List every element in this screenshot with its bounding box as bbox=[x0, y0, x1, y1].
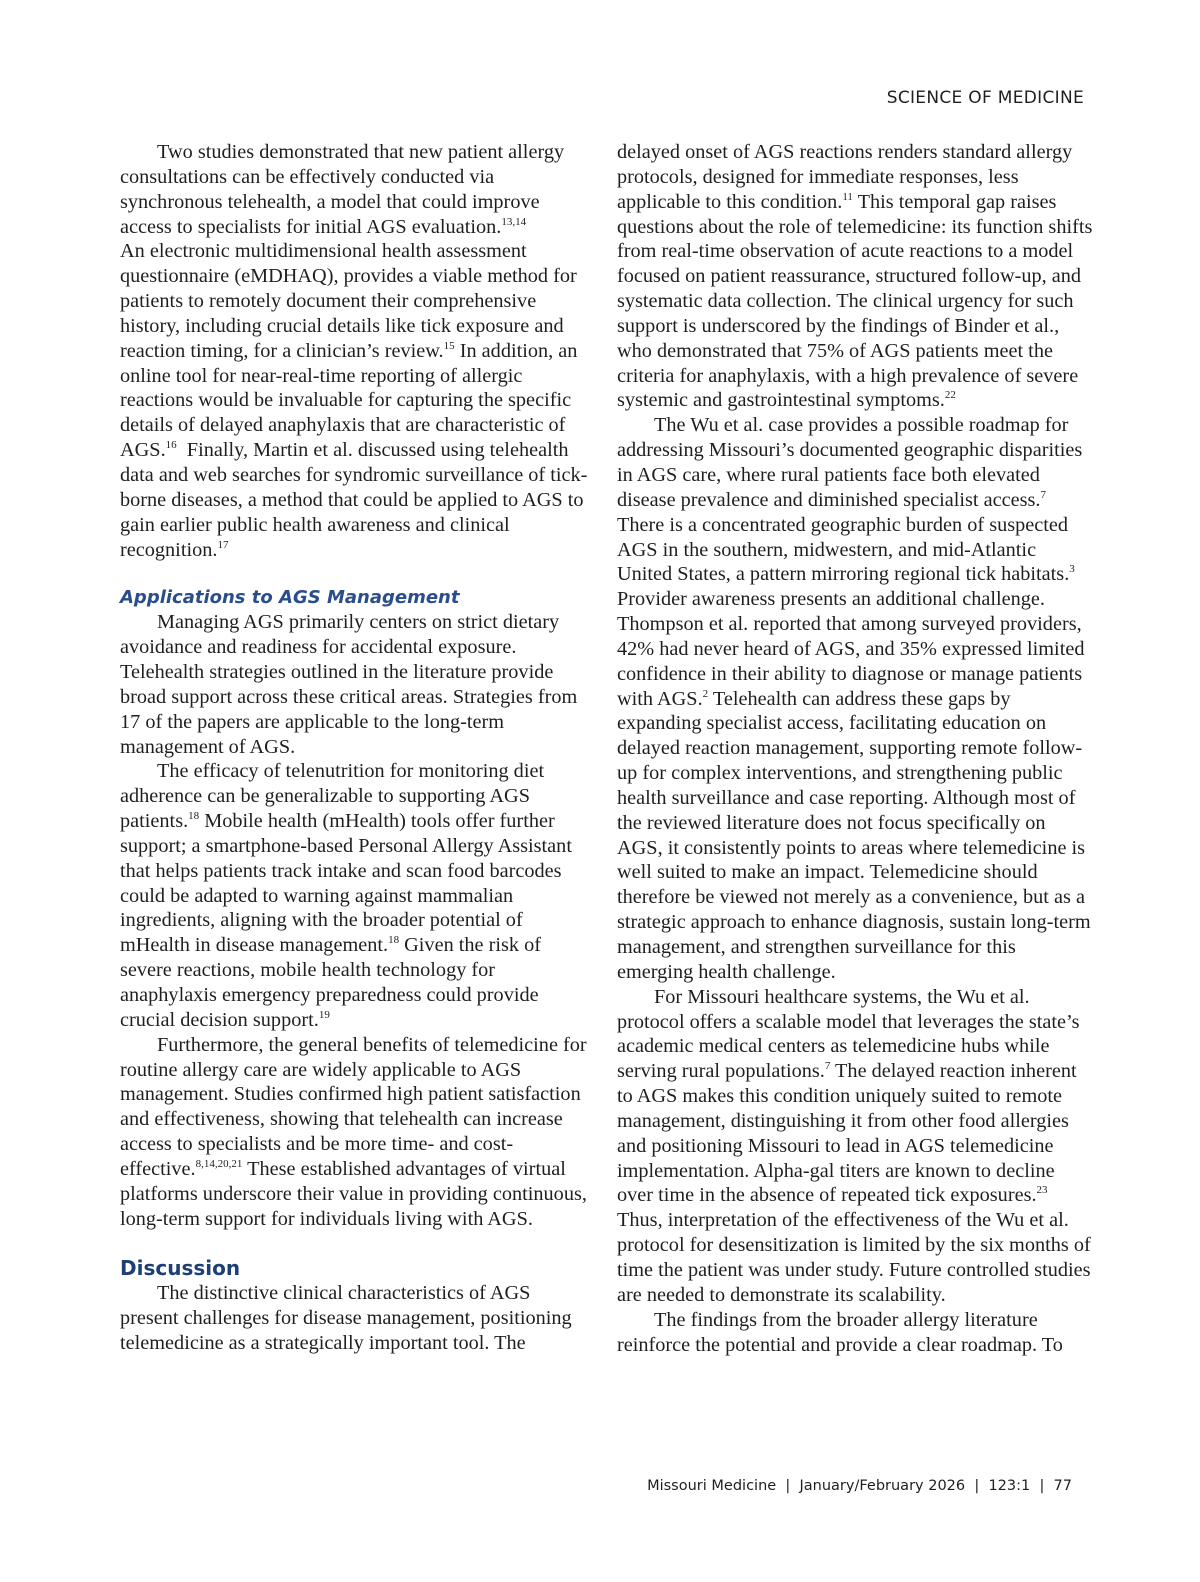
paragraph-general-benefits: Furthermore, the general benefits of telemedicine for routine allergy care are widely applicable to AGS management. Studies confirmed high patient satisfaction and effectiveness, showing that telehealth can increase access to specialists and be more time- and cost-effective.$^{8,14,20,21}$ These established advantages of virtual platforms underscore their value in providing continuous, long-term support for individuals living with AGS. bbox=[120, 1033, 587, 1230]
paragraph-discussion-intro: The distinctive clinical characteristics of AGS present challenges for disease management, positioning telemedicine as a strategically important tool. The bbox=[120, 1282, 572, 1355]
citation: 7 bbox=[1040, 488, 1046, 501]
citation: 15 bbox=[443, 339, 455, 352]
section-header: SCIENCE OF MEDICINE bbox=[886, 88, 1084, 108]
left-column bbox=[120, 140, 590, 1356]
citation: 11 bbox=[842, 190, 853, 203]
citation: 8,14,20,21 bbox=[195, 1157, 243, 1170]
paragraph-emdhaq: An electronic multidimensional health assessment questionnaire (eMDHAQ), provides a viable method for patients to remotely document their comprehensive history, including crucial details like tick exposure and reaction timing, for a clinician’s review.$^{15}$ In addition, an online tool for near-real-time reporting of allergic reactions would be invaluable for capturing the specific details of delayed anaphylaxis that are characteristic of AGS.$^{16}$ Finally, Martin et al. discussed using telehealth data and web searches for syndromic surveillance of tick-borne diseases, a method that could be applied to AGS to gain earlier public health awareness and clinical recognition.$^{17}$ bbox=[120, 240, 589, 561]
paragraph-broader-findings: The findings from the broader allergy literature reinforce the potential and provide a clear roadmap. To bbox=[617, 1308, 1063, 1356]
paragraph-delayed-onset: delayed onset of AGS reactions renders standard allergy protocols, designed for immediate responses, less applicable to this condition.$^{11}$ This temporal gap raises questions about the role of telemedicine: its function shifts from real-time observation of acute reactions to a model focused on patient reassurance, structured follow-up, and systematic data collection. The clinical urgency for such support is underscored by the findings of Binder et al., who demonstrated that 75% of AGS patients meet the criteria for anaphylaxis, with a high prevalence of severe systemic and gastrointestinal symptoms.$^{22}$ bbox=[617, 141, 1093, 412]
citation: 16 bbox=[165, 439, 177, 452]
paragraph-telenutrition: The efficacy of telenutrition for monitoring diet adherence can be generalizable to supporting AGS patients.$^{18}$ Mobile health (mHealth) tools offer further support; a smartphone-based Personal Allergy Assistant that helps patients track intake and scan food barcodes could be adapted to warning against mammalian ingredients, aligning with the broader potential of mHealth in disease management.$^{18}$ Given the risk of severe reactions, mobile health technology for anaphylaxis emergency preparedness could provide crucial decision support.$^{19}$ bbox=[120, 760, 572, 1031]
citation: 17 bbox=[217, 538, 229, 551]
citation: 23 bbox=[1036, 1184, 1048, 1197]
heading-discussion: Discussion bbox=[120, 1256, 241, 1281]
paragraph-missouri-systems: For Missouri healthcare systems, the Wu et al. protocol offers a scalable model that leverages the state’s academic medical centers as telemedicine hubs while serving rural populations.$^7$ The delayed reaction inherent to AGS makes this condition uniquely suited to remote management, distinguishing it from other food allergies and positioning Missouri to lead in AGS telemedicine implementation. Alpha-gal titers are known to decline over time in the absence of repeated tick exposures.$^{23}$ Thus, interpretation of the effectiveness of the Wu et al. protocol for desensitization is limited by the six months of time the patient was under study. Future controlled studies are needed to demonstrate its scalability. bbox=[617, 985, 1091, 1306]
citation: 22 bbox=[944, 389, 956, 402]
paragraph-telehealth-consultations: Two studies demonstrated that new patient allergy consultations can be effectively conducted via synchronous telehealth, a model that could improve access to specialists for initial AGS evaluation.$^{13,14}$ bbox=[120, 141, 565, 238]
citation: 2 bbox=[702, 687, 709, 700]
citation: 18 bbox=[388, 934, 400, 947]
citation: 13,14 bbox=[501, 215, 527, 228]
subheading-applications: Applications to AGS Management bbox=[120, 587, 460, 609]
citation: 3 bbox=[1069, 563, 1075, 576]
citation: 19 bbox=[318, 1008, 330, 1021]
paragraph-wu-roadmap: The Wu et al. case provides a possible roadmap for addressing Missouri’s documented geographic disparities in AGS care, where rural patients face both elevated disease prevalence and diminished specialist access.$^7$ There is a concentrated geographic burden of suspected AGS in the southern, midwestern, and mid-Atlantic United States, a pattern mirroring regional tick habitats.$^3$ Provider awareness presents an additional challenge. Thompson et al. reported that among surveyed providers, 42% had never heard of AGS, and 35% expressed limited confidence in their ability to diagnose or manage patients with AGS.$^2$ Telehealth can address these gaps by expanding specialist access, facilitating education on delayed reaction management, supporting remote follow-up for complex interventions, and strengthening public health surveillance and case reporting. Although most of the reviewed literature does not focus specifically on AGS, it consistently points to areas where telemedicine is well suited to make an impact. Telemedicine should therefore be viewed not merely as a convenience, but as a strategic approach to enhance diagnosis, sustain long-term management, and strengthen surveillance for this emerging health challenge. bbox=[617, 414, 1091, 983]
page-footer: Missouri Medicine | January/February 2026 | 123:1 | 77 bbox=[647, 1478, 1072, 1494]
citation: 7 bbox=[824, 1060, 831, 1073]
citation: 18 bbox=[188, 810, 200, 823]
right-column bbox=[617, 140, 1093, 1357]
paragraph-managing-ags: Managing AGS primarily centers on strict dietary avoidance and readiness for accidental exposure. Telehealth strategies outlined in the literature provide broad support across these critical areas. Strategies from 17 of the papers are applicable to the long-term management of AGS. bbox=[120, 611, 578, 758]
